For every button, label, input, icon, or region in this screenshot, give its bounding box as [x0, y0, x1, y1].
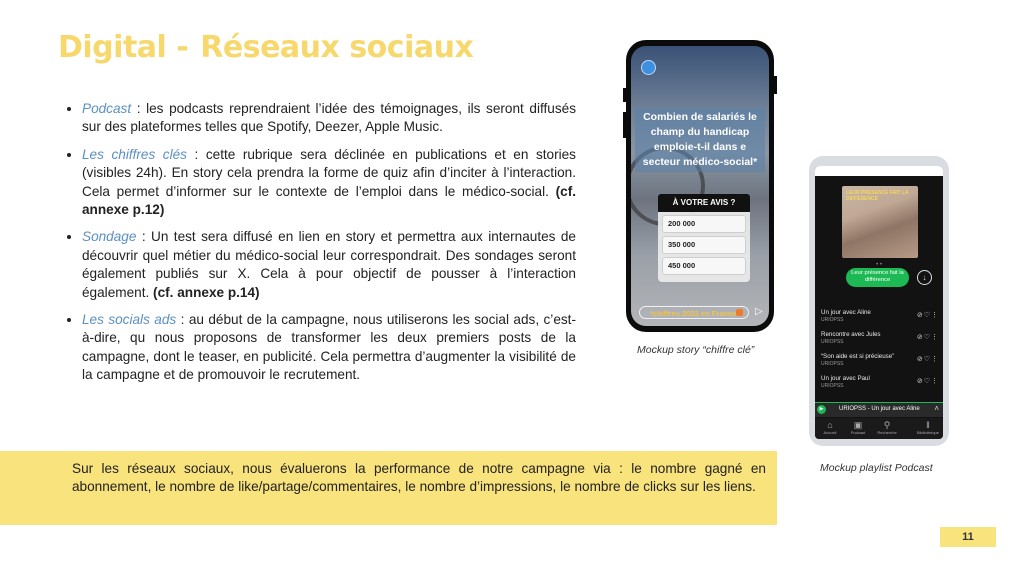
story-mockup-phone	[626, 40, 774, 332]
poll-option[interactable]: 200 000	[662, 215, 746, 233]
home-icon: ⌂	[827, 420, 833, 430]
nav-search[interactable]	[874, 420, 900, 435]
status-bar	[815, 166, 943, 176]
podcast-cover-image	[842, 186, 918, 258]
list-item	[82, 146, 576, 220]
bullet-keyword: Les chiffres clés	[82, 146, 187, 162]
page-title	[58, 30, 473, 65]
nav-label: Accueil	[823, 430, 837, 435]
list-item	[82, 311, 576, 385]
title-separator: -	[176, 30, 189, 65]
bottom-nav	[815, 418, 943, 439]
poll-title: À VOTRE AVIS ?	[658, 194, 750, 212]
page-number: 11	[940, 527, 996, 547]
podcast-mockup-caption: Mockup playlist Podcast	[820, 462, 933, 474]
sticker-icon	[736, 309, 743, 316]
episode-action-icons[interactable]: ⊘♡⋮	[916, 334, 939, 341]
bullet-list	[58, 100, 576, 394]
nav-label: Recherche	[877, 430, 897, 435]
phone-side-button	[774, 76, 777, 94]
list-item[interactable]	[815, 372, 943, 394]
story-mockup-caption: Mockup story “chiffre clé”	[637, 344, 755, 356]
title-part2: Réseaux sociaux	[200, 30, 474, 65]
library-icon: ‖	[926, 420, 930, 430]
nav-label: Bibliothèque	[916, 430, 940, 435]
episode-artist: URIOPSS	[821, 317, 844, 323]
episode-artist: URIOPSS	[821, 339, 844, 345]
story-footnote: *chiffres 2022 en France	[639, 306, 749, 319]
nav-podcast[interactable]	[845, 420, 871, 435]
episode-title: Rencontre avec Jules	[821, 331, 881, 338]
send-icon[interactable]: ▷	[755, 306, 763, 317]
chevron-up-icon[interactable]: ˄	[934, 404, 939, 413]
annex-reference: (cf. annexe p.14)	[153, 284, 260, 300]
podcast-screen	[815, 166, 943, 439]
episode-artist: URIOPSS	[821, 361, 844, 367]
episode-list	[815, 306, 943, 394]
evaluation-banner	[0, 451, 777, 525]
bullet-text: : au début de la campagne, nous utiliserons les social ads, c’est-à-dire, qu nous proposons de transformer les deux premiers posts de la campagne, dont le teaser, en publicité. Cela permettra d’augmenter la visibilité de la campagne et de promouvoir le recrutement.	[82, 312, 576, 383]
banner-text: Sur les réseaux sociaux, nous évaluerons la performance de notre campagne via : le nombre gagné en abonnement, le nombre de like/partage/commentaires, le nombre d’impressions, le nombre de clicks sur les liens.	[72, 461, 766, 495]
profile-avatar-icon	[641, 60, 656, 75]
episode-action-icons[interactable]: ⊘♡⋮	[916, 378, 939, 385]
list-item[interactable]	[815, 306, 943, 328]
phone-side-button	[623, 112, 626, 138]
now-playing-bar[interactable]	[815, 402, 943, 417]
episode-title: “Son aide est si précieuse”	[821, 353, 895, 360]
list-item	[82, 228, 576, 302]
episode-title: Un jour avec Aline	[821, 309, 871, 316]
podcast-icon: ▣	[853, 420, 863, 430]
episode-artist: URIOPSS	[821, 383, 844, 389]
nav-library[interactable]	[915, 420, 941, 435]
now-playing-text: URIOPSS - Un jour avec Aline	[839, 406, 920, 412]
download-icon[interactable]: ↓	[917, 270, 932, 285]
poll-option[interactable]: 450 000	[662, 257, 746, 275]
episode-action-icons[interactable]: ⊘♡⋮	[916, 356, 939, 363]
bullet-keyword: Sondage	[82, 229, 137, 245]
podcast-mockup-phone	[809, 156, 949, 446]
list-item[interactable]	[815, 328, 943, 350]
search-icon: ⚲	[883, 420, 891, 430]
story-screen	[631, 46, 769, 326]
phone-side-button	[623, 88, 626, 102]
poll-option[interactable]: 350 000	[662, 236, 746, 254]
bullet-text: : Un test sera diffusé en lien en story et permettra aux internautes de découvrir quel métier du médico-social leur correspondrait. Des sondages seront également publiés sur X. Cela à pour objectif de pousser à l’interaction également.	[82, 229, 576, 300]
play-icon[interactable]: ▶	[817, 405, 826, 414]
episode-title: Un jour avec Paul	[821, 375, 870, 382]
cover-label: LEUR PRÉSENCE FAIT LA DIFFÉRENCE	[846, 190, 909, 202]
bullet-keyword: Les socials ads	[82, 312, 177, 328]
bullet-text: : cette rubrique sera déclinée en publications et en stories (visibles 24h). En story cela prendra la forme de quiz afin d’inciter à l’interaction. Cela permet d’informer sur le contexte de l’emploi dans le médico-social.	[82, 146, 576, 199]
annex-reference: (cf. annexe p.12)	[82, 183, 576, 218]
nav-home[interactable]	[817, 420, 843, 435]
nav-label: Podcast	[850, 430, 866, 435]
list-item[interactable]	[815, 350, 943, 372]
poll-options	[658, 212, 750, 282]
title-part1: Digital	[58, 30, 167, 65]
story-question: Combien de salariés le champ du handicap emploie-t-il dans e secteur médico-social*	[635, 108, 765, 172]
list-item	[82, 100, 576, 137]
quiz-poll	[658, 194, 750, 278]
bullet-text: : les podcasts reprendraient l’idée des témoignages, ils seront diffusés sur des plateformes telles que Spotify, Deezer, Apple Music.	[82, 101, 576, 135]
episode-action-icons[interactable]: ⊘♡⋮	[916, 312, 939, 319]
carousel-dots: • •	[876, 262, 882, 268]
podcast-title-button[interactable]: Leur présence fait la différence	[846, 268, 909, 287]
bullet-keyword: Podcast	[82, 101, 132, 116]
